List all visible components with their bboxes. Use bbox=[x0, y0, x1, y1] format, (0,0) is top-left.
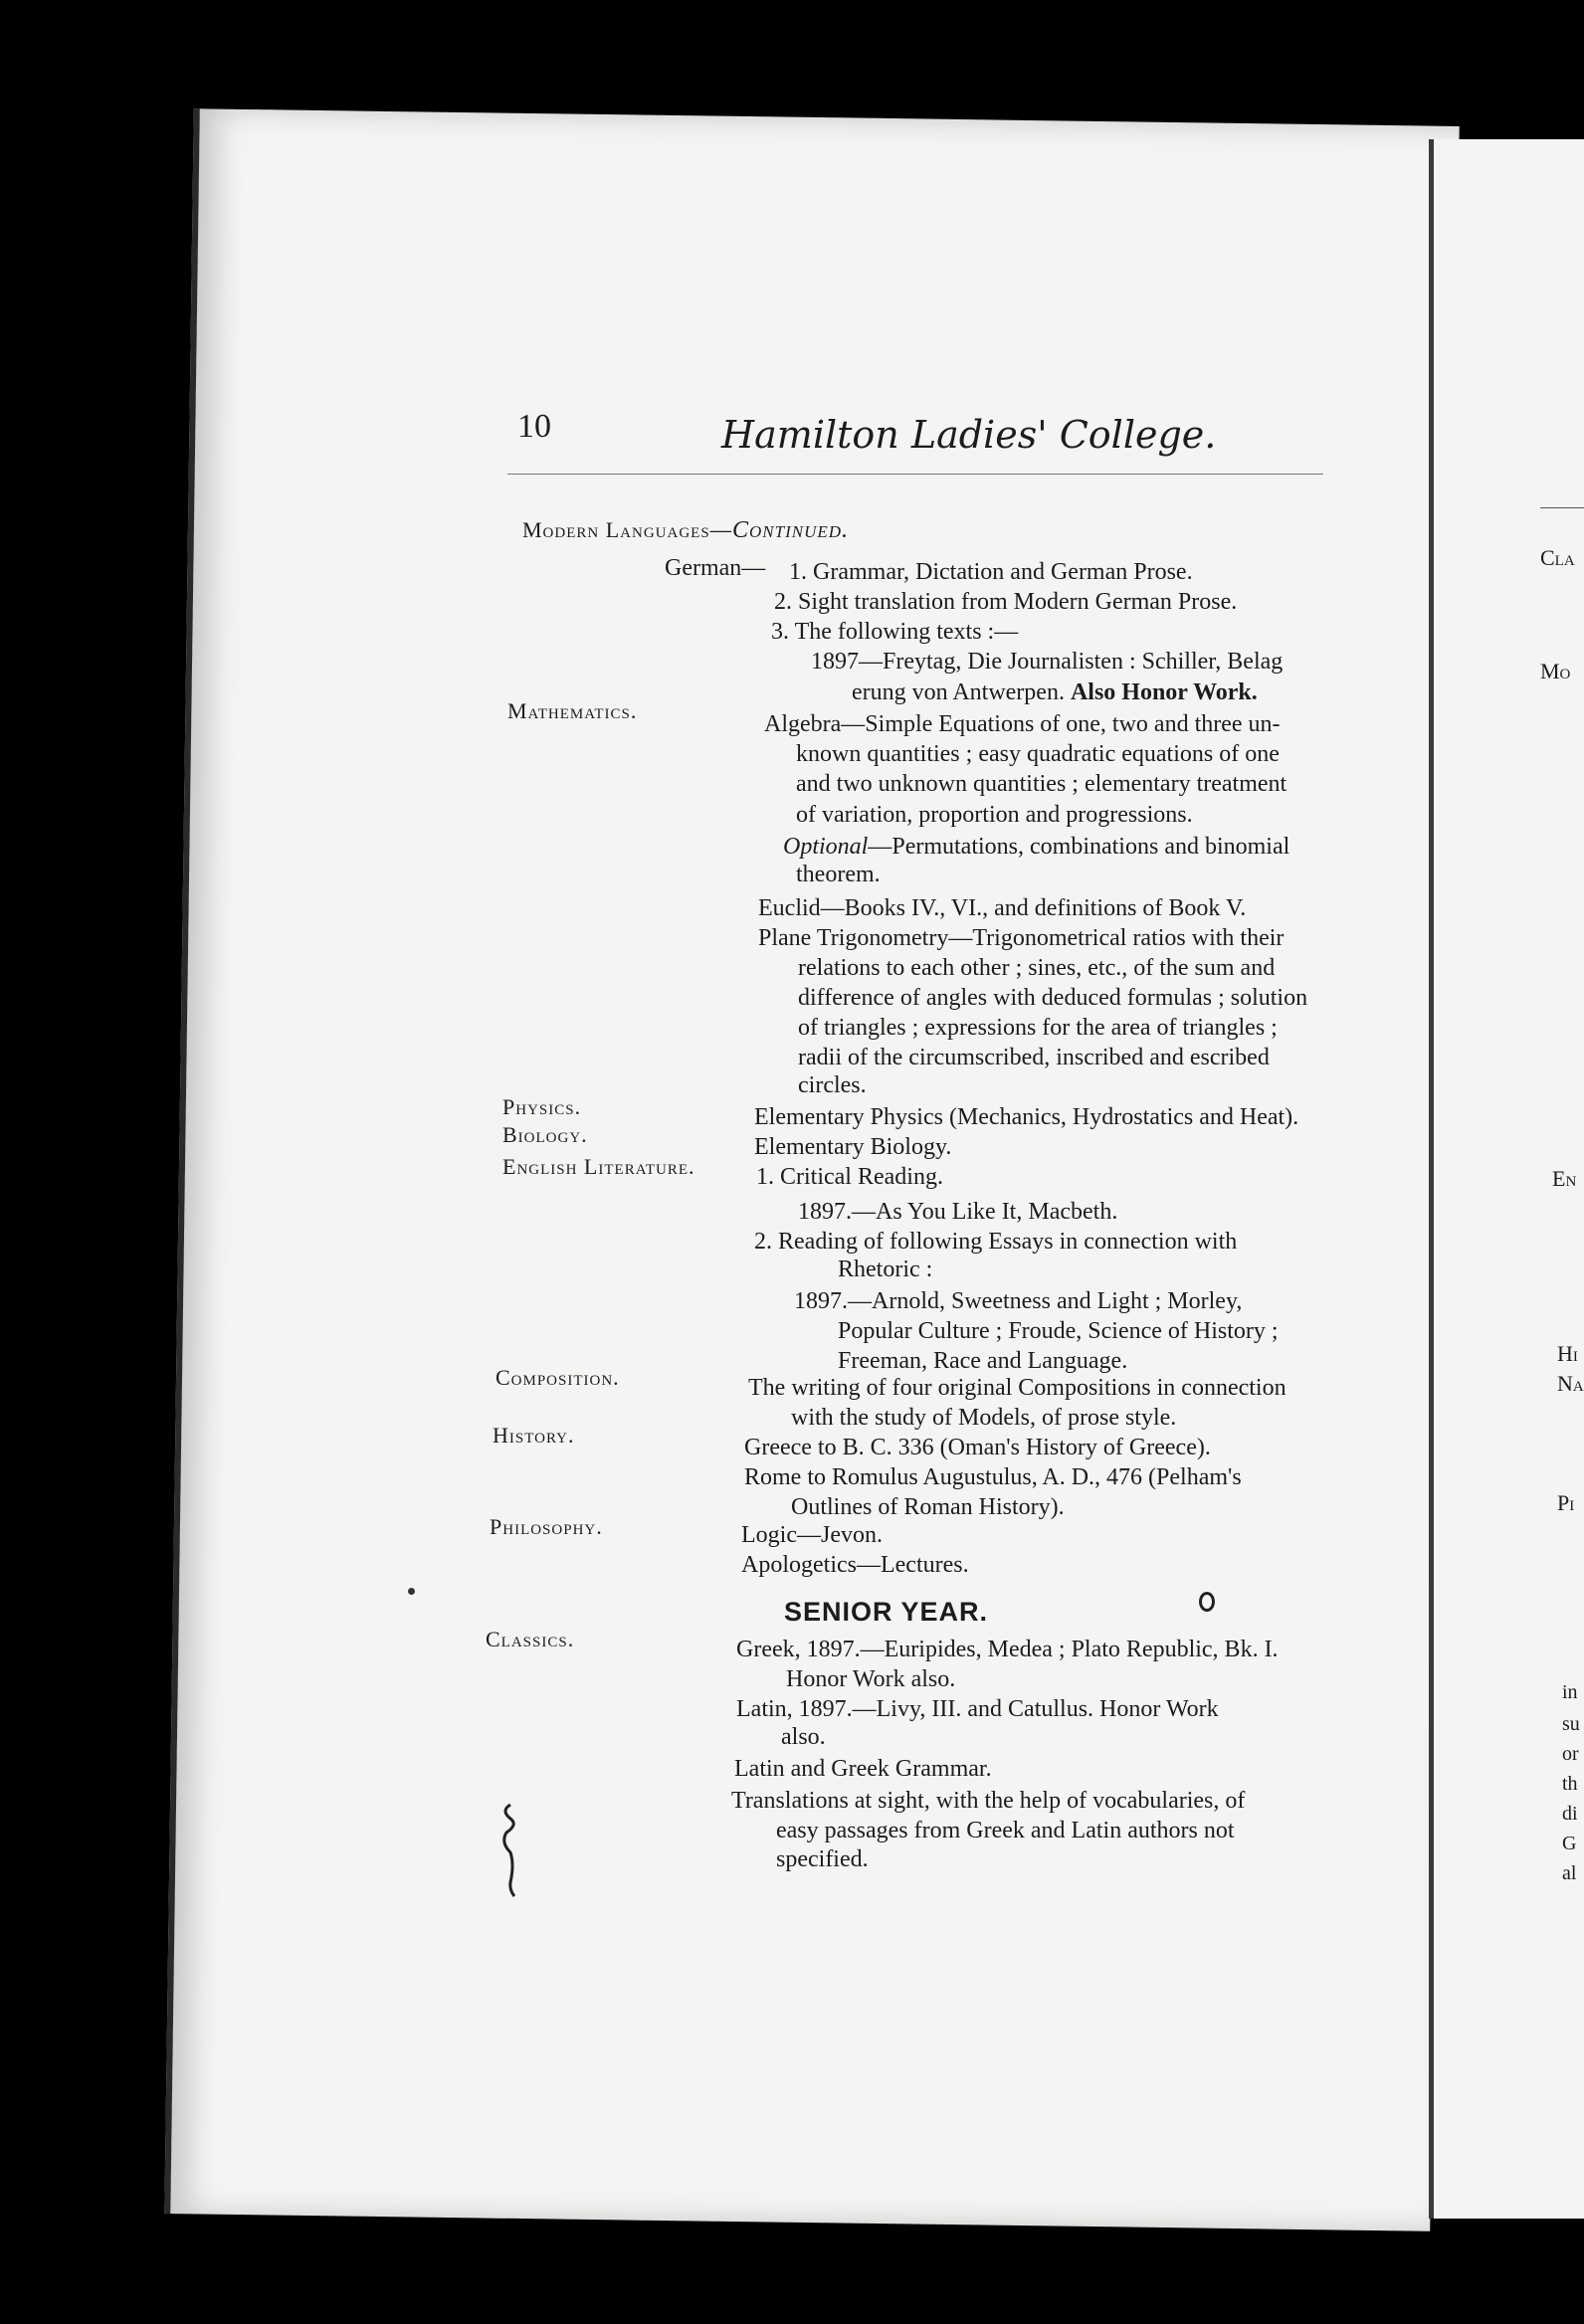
optional-line-2: theorem. bbox=[796, 862, 881, 887]
edge-text-12: G bbox=[1562, 1833, 1577, 1854]
edge-text-11: di bbox=[1562, 1803, 1578, 1825]
composition-line-1: The writing of four original Compositions in connection bbox=[748, 1375, 1287, 1401]
edge-text-7: in bbox=[1562, 1681, 1578, 1703]
classics-line-5: Latin and Greek Grammar. bbox=[734, 1756, 992, 1782]
running-title: Hamilton Ladies' College. bbox=[721, 413, 1217, 457]
edge-text-9: or bbox=[1562, 1743, 1579, 1765]
edge-text-3: En bbox=[1552, 1166, 1577, 1191]
algebra-line-4: of variation, proportion and progressions. bbox=[796, 802, 1193, 828]
algebra-line-3: and two unknown quantities ; elementary treatment bbox=[796, 771, 1287, 797]
history-line-1: Greece to B. C. 336 (Oman's History of Greece). bbox=[744, 1435, 1211, 1460]
edge-text-5: Na bbox=[1557, 1371, 1584, 1396]
composition-line-2: with the study of Models, of prose style. bbox=[791, 1405, 1177, 1431]
german-item-2: 2. Sight translation from Modern German Prose. bbox=[774, 589, 1238, 615]
header-rule bbox=[507, 474, 1323, 475]
english-item-1-text: 1897.—As You Like It, Macbeth. bbox=[798, 1199, 1118, 1225]
edge-text-10: th bbox=[1562, 1773, 1578, 1795]
ink-blot-mark bbox=[1199, 1592, 1215, 1612]
senior-year-heading: SENIOR YEAR. bbox=[784, 1597, 989, 1627]
classics-line-7: easy passages from Greek and Latin authors not bbox=[776, 1818, 1235, 1843]
trig-line-4: of triangles ; expressions for the area of triangles ; bbox=[798, 1015, 1278, 1041]
classics-line-3: Latin, 1897.—Livy, III. and Catullus. Honor Work bbox=[736, 1696, 1219, 1722]
edge-text-8: su bbox=[1562, 1713, 1580, 1735]
trig-line-5: radii of the circumscribed, inscribed and escribed bbox=[798, 1045, 1270, 1070]
trig-line-2: relations to each other ; sines, etc., of the sum and bbox=[798, 955, 1276, 981]
heading-biology: Biology. bbox=[502, 1122, 588, 1147]
heading-mathematics: Mathematics. bbox=[507, 698, 638, 723]
edge-rule bbox=[1540, 507, 1584, 508]
essays-line-2: Popular Culture ; Froude, Science of History ; bbox=[838, 1318, 1279, 1344]
trig-line-1: Plane Trigonometry—Trigonometrical ratios with their bbox=[758, 925, 1285, 951]
edge-text-6: Pi bbox=[1557, 1490, 1575, 1515]
german-texts-line-2: erung von Antwerpen. Also Honor Work. bbox=[852, 679, 1258, 705]
classics-line-1: Greek, 1897.—Euripides, Medea ; Plato Republic, Bk. I. bbox=[736, 1637, 1279, 1662]
german-label: German— bbox=[665, 555, 766, 581]
essays-line-1: 1897.—Arnold, Sweetness and Light ; Morley, bbox=[794, 1288, 1243, 1314]
essays-line-3: Freeman, Race and Language. bbox=[838, 1348, 1128, 1374]
english-item-2-line-1: 2. Reading of following Essays in connection with bbox=[754, 1229, 1238, 1255]
classics-line-2: Honor Work also. bbox=[786, 1666, 956, 1692]
classics-line-8: specified. bbox=[776, 1846, 869, 1872]
history-line-3: Outlines of Roman History). bbox=[791, 1494, 1065, 1520]
classics-line-6: Translations at sight, with the help of vocabularies, of bbox=[731, 1788, 1246, 1814]
classics-line-4: also. bbox=[781, 1724, 826, 1750]
heading-history: History. bbox=[493, 1423, 575, 1448]
english-item-1: 1. Critical Reading. bbox=[756, 1164, 943, 1190]
heading-composition: Composition. bbox=[495, 1365, 620, 1390]
german-item-1: 1. Grammar, Dictation and German Prose. bbox=[789, 559, 1193, 585]
trig-line-3: difference of angles with deduced formulas ; solution bbox=[798, 985, 1308, 1011]
optional-line-1: Optional—Permutations, combinations and binomial bbox=[783, 834, 1290, 860]
heading-philosophy: Philosophy. bbox=[490, 1514, 603, 1539]
edge-text-1: Cla bbox=[1540, 545, 1575, 570]
heading-physics: Physics. bbox=[502, 1094, 582, 1119]
english-item-2-line-2: Rhetoric : bbox=[838, 1257, 933, 1282]
heading-modern-languages: Modern Languages—Continued. bbox=[522, 517, 850, 543]
edge-text-2: Mo bbox=[1540, 659, 1571, 683]
philosophy-line-2: Apologetics—Lectures. bbox=[741, 1552, 969, 1578]
german-item-3: 3. The following texts :— bbox=[771, 619, 1019, 645]
euclid-line: Euclid—Books IV., VI., and definitions of Book V. bbox=[758, 895, 1247, 921]
algebra-line-2: known quantities ; easy quadratic equations of one bbox=[796, 741, 1280, 767]
edge-text-13: al bbox=[1562, 1862, 1577, 1884]
ink-squiggle-mark bbox=[493, 1801, 532, 1900]
heading-english-literature: English Literature. bbox=[502, 1154, 695, 1179]
speck-mark bbox=[408, 1588, 415, 1595]
german-texts-line-1: 1897—Freytag, Die Journalisten : Schiller, Belag bbox=[811, 649, 1284, 675]
physics-text: Elementary Physics (Mechanics, Hydrostatics and Heat). bbox=[754, 1104, 1299, 1130]
philosophy-line-1: Logic—Jevon. bbox=[741, 1522, 883, 1548]
biology-text: Elementary Biology. bbox=[754, 1134, 952, 1160]
history-line-2: Rome to Romulus Augustulus, A. D., 476 (Pelham's bbox=[744, 1464, 1242, 1490]
trig-line-6: circles. bbox=[798, 1072, 867, 1098]
algebra-line-1: Algebra—Simple Equations of one, two and three un- bbox=[764, 711, 1281, 737]
page-number: 10 bbox=[517, 408, 551, 445]
edge-text-4: Hi bbox=[1557, 1341, 1578, 1366]
heading-classics: Classics. bbox=[486, 1627, 575, 1651]
